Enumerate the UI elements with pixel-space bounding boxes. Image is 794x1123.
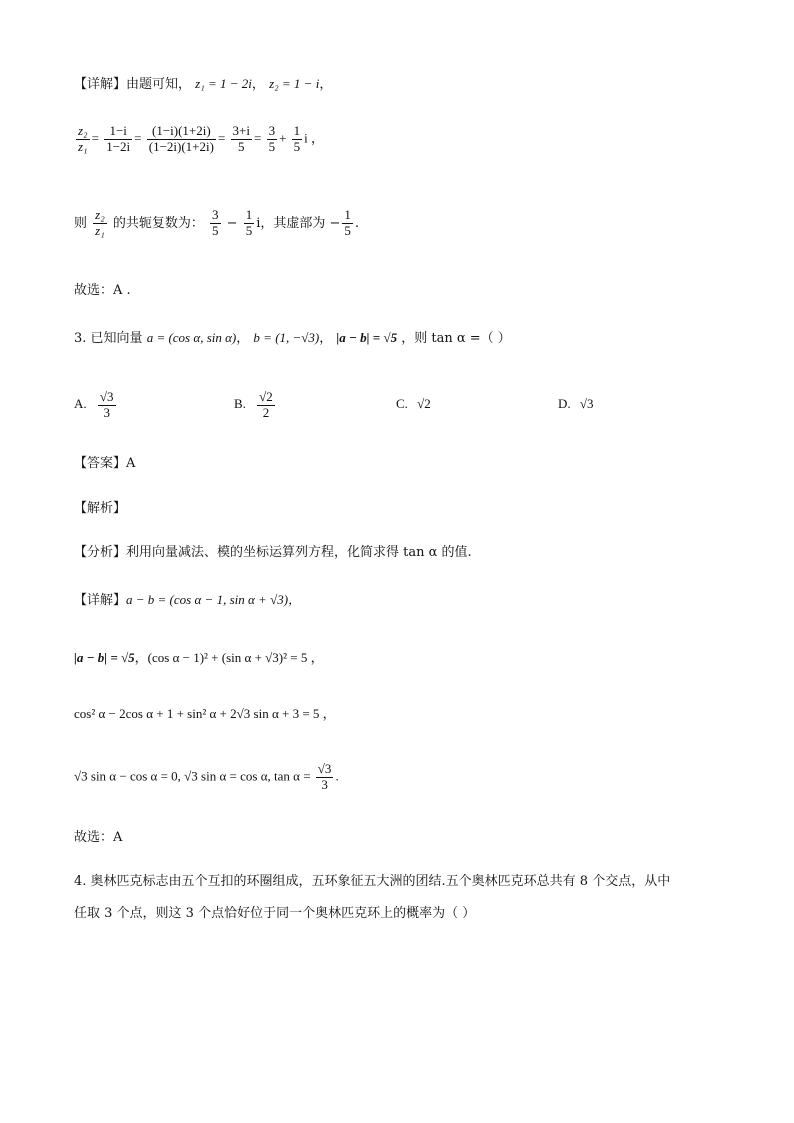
conj-pre: 则 [74, 215, 88, 231]
q3-detail-line-3: cos² α − 2cos α + 1 + sin² α + 2√3 sin α + 3 = 5 ， [74, 706, 336, 721]
q3-comma-1: ， [236, 331, 250, 346]
fraction-4 [267, 124, 278, 155]
f3-den: 5 [238, 138, 245, 154]
line-end: ， [319, 77, 333, 92]
fraction-2 [147, 124, 216, 155]
f5-den: 5 [293, 138, 301, 154]
conj-z-num: z₂ [95, 207, 105, 222]
f2-den: (1−2i)(1+2i) [148, 138, 214, 154]
lhs-fraction [76, 124, 90, 155]
f4-den: 5 [268, 138, 276, 154]
q3-detail-tag: 【详解】 [74, 593, 127, 608]
conj-a-num: 3 [212, 207, 219, 222]
option-c [396, 396, 431, 412]
vector-b-definition: b = (1, −√3) [253, 330, 320, 345]
option-d-value: √3 [579, 396, 594, 411]
conj-mid: 的共轭复数为： [112, 215, 204, 231]
f5-num: 1 [293, 123, 301, 138]
tan-derivation: √3 sin α − cos α = 0, √3 sin α = cos α, tan α = [74, 768, 311, 784]
conj-c-den: 5 [344, 222, 351, 238]
tan-result-num: √3 [317, 761, 332, 776]
fenxi-line [74, 545, 472, 561]
conjugate-line [74, 208, 359, 239]
q2-detail-line [74, 76, 332, 93]
conj-a-den: 5 [212, 222, 219, 238]
option-b-fraction [257, 390, 275, 421]
q3-final-answer: 故选：A [74, 830, 123, 845]
option-a [74, 390, 118, 421]
q3-detail-line-4 [74, 762, 339, 793]
fraction-3 [231, 124, 252, 155]
q3-detail-line-1 [74, 592, 301, 609]
norm-condition: |a − b| = √5 [336, 330, 398, 345]
option-b [234, 390, 277, 421]
f2-num: (1−i)(1+2i) [147, 124, 216, 140]
conj-minus: − [222, 215, 242, 231]
q3-stem-post: ，则 tan α =（ ） [401, 331, 511, 346]
q3-answer-line [74, 456, 135, 472]
option-b-den: 2 [262, 404, 270, 420]
option-d-label: D. [558, 396, 571, 411]
q3-stem [74, 330, 511, 347]
q4-line-1: 4. 奥林匹克标志由五个互扣的环圈组成，五环象征五大洲的团结.五个奥林匹克环总共有 8 个交点，从中 [74, 874, 671, 889]
f1-den: 1−2i [106, 138, 131, 154]
option-c-value: √2 [417, 396, 431, 411]
tan-result-fraction [316, 762, 334, 793]
detail-tag: 【详解】 [74, 77, 127, 92]
imag-unit: i ， [304, 130, 325, 146]
lhs-den: z₁ [78, 138, 88, 154]
q3-detail-line-2 [74, 650, 324, 667]
vector-a-definition: a = (cos α, sin α) [146, 330, 237, 345]
option-a-den: 3 [103, 404, 110, 420]
vector-difference: a − b = (cos α − 1, sin α + √3)， [126, 592, 302, 607]
fenxi-tag: 【分析】 [74, 545, 127, 560]
analysis-tag: 【解析】 [74, 501, 127, 516]
answer-tag: 【答案】 [74, 456, 127, 471]
answer-value: A [126, 456, 136, 471]
lhs-num: z₂ [78, 123, 88, 138]
conj-z-fraction [93, 208, 107, 239]
conj-b-num: 1 [245, 207, 253, 222]
option-d [558, 396, 594, 412]
tan-result-den: 3 [321, 776, 328, 792]
option-a-num: √3 [99, 389, 114, 404]
q4-line-2: 任取 3 个点，则这 3 个点恰好位于同一个奥林匹克环上的概率为（ ） [74, 906, 476, 921]
conj-z-den: z₁ [95, 222, 105, 238]
fenxi-text: 利用向量减法、模的坐标运算列方程，化简求得 tan α 的值. [126, 545, 472, 560]
fraction-1 [104, 124, 132, 155]
tan-dot: . [335, 768, 339, 784]
option-b-label: B. [234, 396, 246, 412]
conj-b-den: 5 [245, 222, 253, 238]
conj-dot: . [354, 215, 360, 231]
separator: ， [251, 77, 265, 92]
conj-real-fraction [210, 208, 221, 239]
f1-num: 1−i [104, 124, 132, 140]
option-a-label: A. [74, 396, 87, 412]
q3-comma-2: ， [319, 331, 333, 346]
detail-intro: 由题可知， [126, 77, 192, 92]
conj-imag-text: i，其虚部为 − [256, 215, 341, 231]
imag-part-fraction [342, 208, 353, 239]
norm-equation: |a − b| = √5 [74, 650, 135, 665]
conj-c-num: 1 [344, 207, 351, 222]
z2-expression: z₂ = 1 − i [269, 76, 320, 91]
option-b-num: √2 [259, 389, 273, 404]
option-c-label: C. [396, 396, 408, 411]
quotient-equation: $\frac{\text{z₂}}{\text{z₁}}$ = $\frac{1-i}{1-2i}$ = $\frac{(1-i)(1+2i)}{(1-2i)(1+2i)}$ = $\frac{3+i}{5}$ = $\frac{3}{5}$ + $\frac{1}{5}$ i ， [78, 123, 325, 154]
z1-expression: z₁ = 1 − 2i [195, 76, 252, 91]
option-a-fraction [98, 390, 116, 421]
squared-sum-equation: ，(cos α − 1)² + (sin α + √3)² = 5 ， [134, 650, 324, 665]
fraction-5 [292, 124, 303, 155]
f4-num: 3 [268, 123, 276, 138]
conj-imag-fraction [244, 208, 255, 239]
q2-answer: 故选：A . [74, 283, 131, 298]
q3-stem-pre: 3. 已知向量 [74, 331, 143, 346]
f3-num: 3+i [232, 123, 250, 138]
